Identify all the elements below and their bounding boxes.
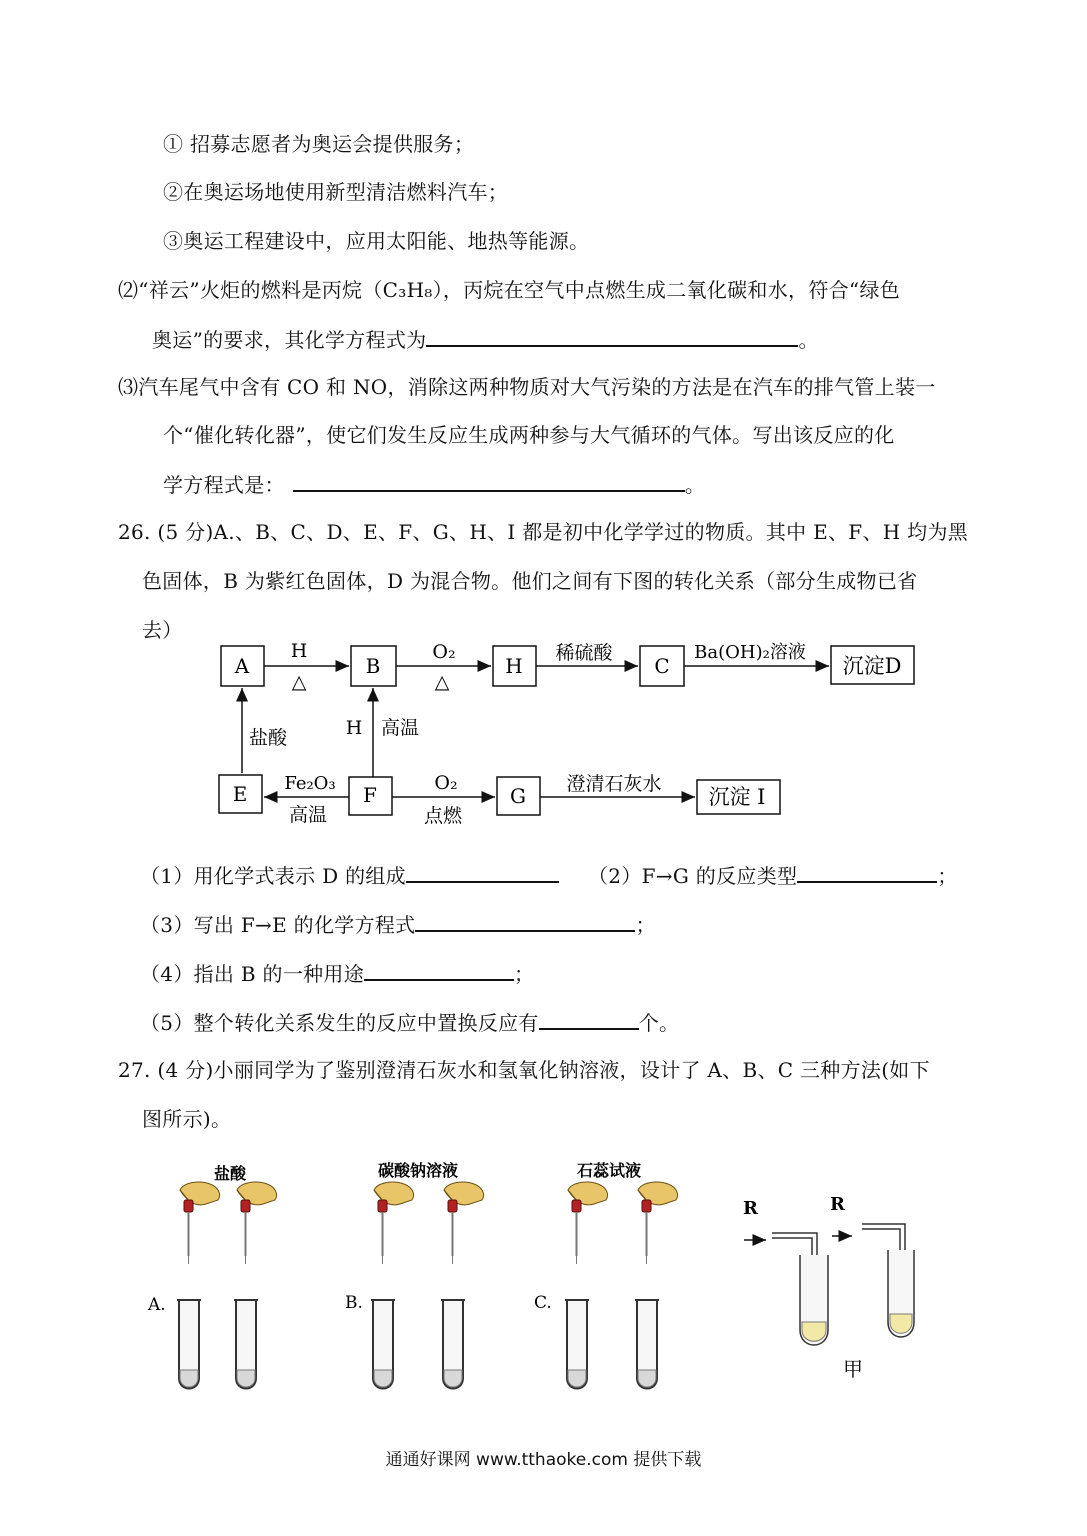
- label-ea: 盐酸: [248, 727, 288, 749]
- dropper-hand-c1: [568, 1182, 608, 1264]
- label-bh-bottom: △: [434, 671, 450, 693]
- q25-part3-line3-suffix: 。: [684, 473, 706, 497]
- box-a-label: A: [234, 654, 250, 678]
- box-f-label: F: [363, 783, 377, 807]
- q26-sub5: （5）整个转化关系发生的反应中置换反应有: [140, 1011, 539, 1035]
- label-ab-bottom: △: [291, 671, 307, 693]
- dropper-hand-b2: [444, 1182, 484, 1264]
- box-c-label: C: [654, 654, 670, 678]
- dropper-hand-b1: [374, 1182, 414, 1264]
- label-fb-left: H: [345, 717, 363, 739]
- absorber-liquid-1: [802, 1322, 826, 1341]
- q26-sub5-end: 个。: [638, 1011, 680, 1035]
- q27-line2: 图所示)。: [142, 1107, 232, 1131]
- reagent-a-label: 盐酸: [213, 1164, 247, 1183]
- apparatus-jia-label: 甲: [843, 1357, 863, 1381]
- label-fg-bottom: 点燃: [423, 805, 463, 827]
- box-g-label: G: [510, 784, 526, 808]
- q26-sub2-end: ；: [937, 864, 958, 888]
- label-fb-right: 高温: [380, 717, 420, 739]
- test-tube-b1: [371, 1300, 395, 1389]
- q26-sub3: （3）写出 F→E 的化学方程式: [140, 913, 416, 937]
- q25-part3-line1: ⑶汽车尾气中含有 CO 和 NO，消除这两种物质对大气污染的方法是在汽车的排气管上装一: [118, 375, 936, 399]
- box-e-label: E: [232, 782, 248, 806]
- page-footer: 通通好课网 www.tthaoke.com 提供下载: [385, 1450, 702, 1470]
- q26-sub4-end: ；: [514, 962, 535, 986]
- dropper-hand-c2: [638, 1182, 678, 1264]
- q27-line1: 27. (4 分)小丽同学为了鉴别澄清石灰水和氢氧化钠溶液，设计了 A、B、C 三种方法(如下: [118, 1058, 930, 1082]
- q25-part2-line2-suffix: 。: [798, 328, 819, 352]
- q26-line3: 去）: [142, 618, 183, 642]
- label-hc-top: 稀硫酸: [555, 642, 613, 664]
- test-tube-c2: [635, 1300, 659, 1389]
- box-h-label: H: [505, 654, 523, 678]
- gas-r-label-2: R: [830, 1194, 845, 1215]
- q25-item2: ②在奥运场地使用新型清洁燃料汽车；: [163, 180, 509, 204]
- reagent-b-label: 碳酸钠溶液: [377, 1161, 459, 1180]
- test-tube-b2: [441, 1300, 465, 1389]
- label-fe-bottom: 高温: [288, 804, 328, 826]
- label-fg-top: O₂: [434, 772, 458, 794]
- q26-sub2: （2）F→G 的反应类型: [588, 864, 798, 888]
- reagent-c-label: 石蕊试液: [576, 1161, 642, 1180]
- q26-sub3-end: ；: [635, 913, 656, 937]
- box-d-label: 沉淀D: [842, 654, 902, 678]
- gas-r-label-1: R: [743, 1198, 758, 1219]
- q26-line1: 26. (5 分)A.、B、C、D、E、F、G、H、I 都是初中化学学过的物质。其中 E、F、H 均为黑: [118, 520, 969, 544]
- q25-item1: ① 招募志愿者为奥运会提供服务；: [163, 132, 475, 156]
- test-tube-c1: [565, 1300, 589, 1389]
- label-fe-top: Fe₂O₃: [284, 773, 336, 794]
- box-b-label: B: [365, 654, 381, 678]
- label-gi-top: 澄清石灰水: [566, 773, 662, 795]
- group-c-label: C.: [534, 1293, 552, 1313]
- q25-part2-line1: ⑵“祥云”火炬的燃料是丙烷（C₃H₈），丙烷在空气中点燃生成二氧化碳和水，符合“绿色: [118, 278, 901, 302]
- box-i-label: 沉淀 I: [708, 785, 766, 809]
- q25-part3-line2: 个“催化转化器”，使它们发生反应生成两种参与大气循环的气体。写出该反应的化: [163, 423, 895, 447]
- label-bh-top: O₂: [432, 641, 456, 663]
- group-a-label: A.: [148, 1295, 166, 1315]
- q25-item3: ③奥运工程建设中，应用太阳能、地热等能源。: [163, 229, 590, 253]
- label-cd-top: Ba(OH)₂溶液: [694, 642, 806, 663]
- dropper-hand-a2: [237, 1182, 277, 1264]
- test-tube-a2: [234, 1300, 258, 1389]
- q26-sub1: （1）用化学式表示 D 的组成: [140, 864, 406, 888]
- q26-sub4: （4）指出 B 的一种用途: [140, 962, 365, 986]
- test-tube-a1: [177, 1300, 201, 1389]
- q26-line2: 色固体，B 为紫红色固体，D 为混合物。他们之间有下图的转化关系（部分生成物已省: [142, 569, 918, 593]
- absorber-liquid-2: [890, 1314, 912, 1333]
- group-b-label: B.: [345, 1293, 363, 1313]
- dropper-hand-a1: [180, 1182, 220, 1264]
- q25-part2-line2-prefix: 奥运”的要求，其化学方程式为: [152, 328, 427, 352]
- label-ab-top: H: [290, 640, 308, 662]
- q25-part3-line3-prefix: 学方程式是：: [163, 473, 285, 497]
